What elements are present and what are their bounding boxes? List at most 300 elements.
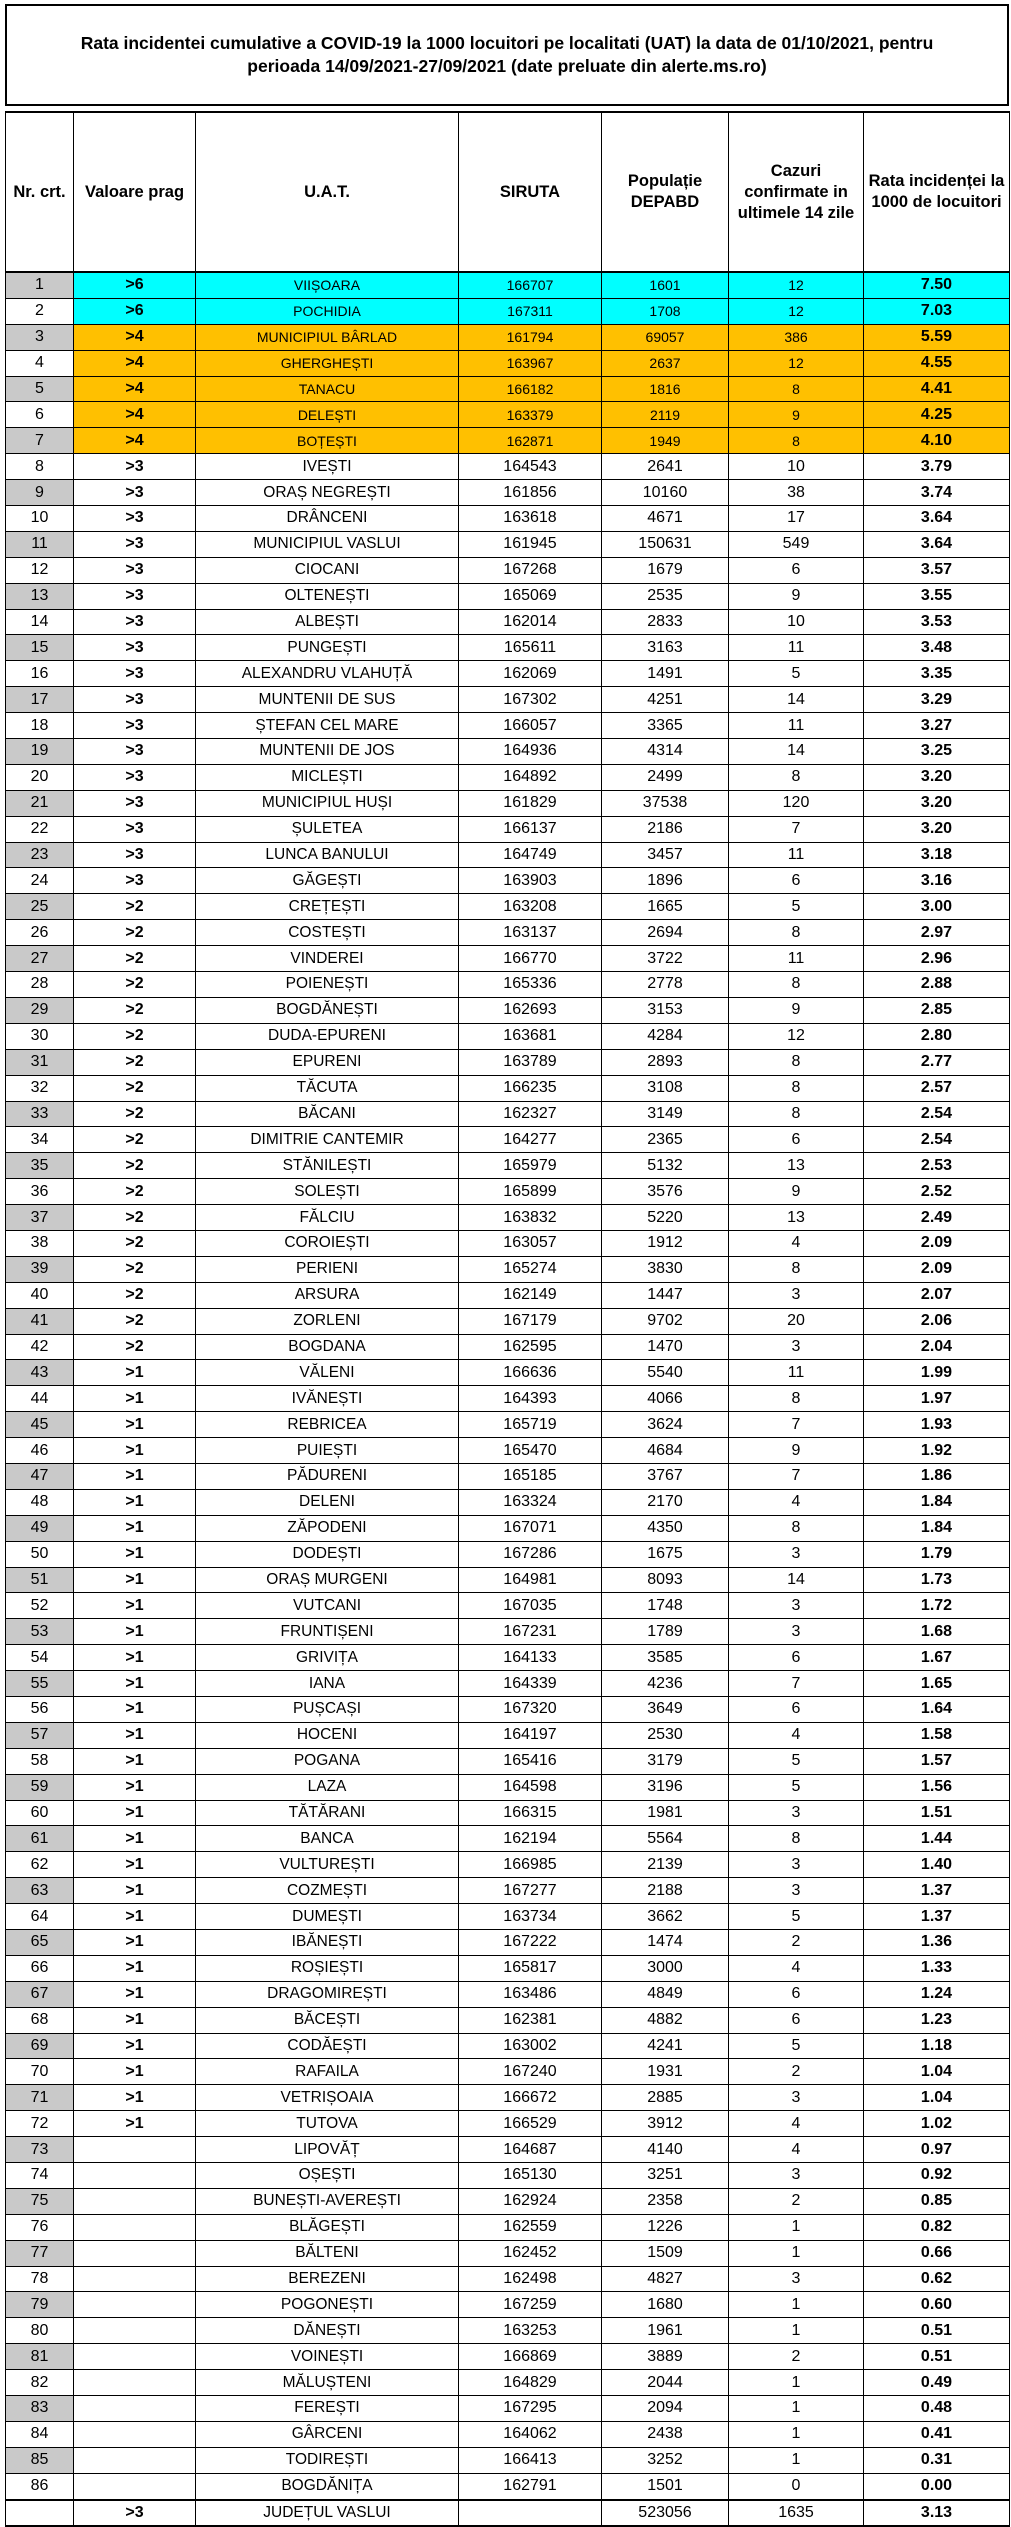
cell-uat: VOINEȘTI — [196, 2344, 459, 2370]
cell-nr: 41 — [6, 1308, 74, 1334]
table-row — [6, 583, 1010, 609]
table-row — [6, 1774, 1010, 1800]
cell-prag: >4 — [74, 428, 196, 454]
cell-rate: 1.72 — [864, 1593, 1010, 1619]
cell-prag: >1 — [74, 1386, 196, 1412]
cell-cases: 10 — [729, 609, 864, 635]
cell-siruta: 163379 — [459, 402, 602, 428]
cell-uat: BEREZENI — [196, 2266, 459, 2292]
table-row — [6, 2344, 1010, 2370]
cell-nr: 71 — [6, 2085, 74, 2111]
cell-nr: 49 — [6, 1515, 74, 1541]
total-cell-cases: 1635 — [729, 2500, 864, 2527]
cell-prag: >1 — [74, 1567, 196, 1593]
cell-pop: 1491 — [602, 661, 729, 687]
cell-pop: 2893 — [602, 1049, 729, 1075]
cell-pop: 2365 — [602, 1127, 729, 1153]
cell-nr: 80 — [6, 2318, 74, 2344]
cell-siruta: 164393 — [459, 1386, 602, 1412]
cell-pop: 1679 — [602, 557, 729, 583]
cell-cases: 3 — [729, 1541, 864, 1567]
cell-cases: 5 — [729, 894, 864, 920]
cell-prag: >1 — [74, 2059, 196, 2085]
cell-nr: 15 — [6, 635, 74, 661]
cell-cases: 4 — [729, 2137, 864, 2163]
cell-pop: 2358 — [602, 2188, 729, 2214]
table-row — [6, 1179, 1010, 1205]
cell-pop: 3179 — [602, 1748, 729, 1774]
cell-prag: >1 — [74, 1722, 196, 1748]
cell-uat: FĂLCIU — [196, 1205, 459, 1231]
cell-nr: 24 — [6, 868, 74, 894]
cell-siruta: 165719 — [459, 1412, 602, 1438]
cell-prag: >2 — [74, 946, 196, 972]
cell-uat: GÂRCENI — [196, 2421, 459, 2447]
cell-pop: 4241 — [602, 2033, 729, 2059]
cell-siruta: 163903 — [459, 868, 602, 894]
cell-siruta: 162498 — [459, 2266, 602, 2292]
cell-nr: 56 — [6, 1696, 74, 1722]
cell-pop: 1226 — [602, 2214, 729, 2240]
cell-siruta: 166869 — [459, 2344, 602, 2370]
cell-nr: 39 — [6, 1256, 74, 1282]
cell-cases: 1 — [729, 2396, 864, 2422]
table-row — [6, 272, 1010, 298]
header-nr: Nr. crt. — [6, 112, 74, 272]
table-row — [6, 1256, 1010, 1282]
cell-nr: 12 — [6, 557, 74, 583]
cell-cases: 8 — [729, 764, 864, 790]
table-row — [6, 1023, 1010, 1049]
cell-prag: >2 — [74, 1205, 196, 1231]
cell-rate: 0.85 — [864, 2188, 1010, 2214]
cell-prag: >3 — [74, 764, 196, 790]
cell-rate: 0.51 — [864, 2344, 1010, 2370]
cell-uat: POCHIDIA — [196, 298, 459, 324]
table-row — [6, 1205, 1010, 1231]
cell-nr: 51 — [6, 1567, 74, 1593]
cell-uat: RAFAILA — [196, 2059, 459, 2085]
cell-nr: 58 — [6, 1748, 74, 1774]
cell-cases: 5 — [729, 1748, 864, 1774]
cell-rate: 2.04 — [864, 1334, 1010, 1360]
cell-rate: 0.82 — [864, 2214, 1010, 2240]
cell-nr: 17 — [6, 687, 74, 713]
cell-nr: 84 — [6, 2421, 74, 2447]
cell-cases: 9 — [729, 1438, 864, 1464]
table-row — [6, 1541, 1010, 1567]
cell-siruta: 162327 — [459, 1101, 602, 1127]
cell-cases: 386 — [729, 324, 864, 350]
cell-pop: 3108 — [602, 1075, 729, 1101]
cell-siruta: 167179 — [459, 1308, 602, 1334]
cell-rate: 3.18 — [864, 842, 1010, 868]
document-title — [5, 4, 1009, 106]
table-row — [6, 402, 1010, 428]
cell-rate: 1.73 — [864, 1567, 1010, 1593]
cell-cases: 8 — [729, 1101, 864, 1127]
cell-nr: 73 — [6, 2137, 74, 2163]
cell-pop: 4882 — [602, 2007, 729, 2033]
table-row — [6, 790, 1010, 816]
cell-nr: 82 — [6, 2370, 74, 2396]
cell-pop: 3576 — [602, 1179, 729, 1205]
cell-nr: 66 — [6, 1955, 74, 1981]
cell-cases: 17 — [729, 506, 864, 532]
table-row — [6, 2292, 1010, 2318]
cell-rate: 2.54 — [864, 1101, 1010, 1127]
cell-prag — [74, 2214, 196, 2240]
cell-cases: 12 — [729, 1023, 864, 1049]
cell-rate: 1.23 — [864, 2007, 1010, 2033]
total-cell-siruta — [459, 2500, 602, 2527]
cell-rate: 1.24 — [864, 1981, 1010, 2007]
cell-cases: 8 — [729, 1386, 864, 1412]
cell-prag: >1 — [74, 2007, 196, 2033]
cell-uat: TĂTĂRANI — [196, 1800, 459, 1826]
cell-rate: 3.79 — [864, 454, 1010, 480]
table-row — [6, 1463, 1010, 1489]
cell-cases: 11 — [729, 1360, 864, 1386]
table-row — [6, 1049, 1010, 1075]
cell-cases: 7 — [729, 1671, 864, 1697]
cell-nr: 70 — [6, 2059, 74, 2085]
cell-uat: OLTENEȘTI — [196, 583, 459, 609]
table-row — [6, 687, 1010, 713]
cell-cases: 9 — [729, 583, 864, 609]
cell-cases: 38 — [729, 480, 864, 506]
cell-rate: 3.00 — [864, 894, 1010, 920]
cell-uat: PUȘCAȘI — [196, 1696, 459, 1722]
cell-pop: 1949 — [602, 428, 729, 454]
cell-siruta: 165611 — [459, 635, 602, 661]
cell-uat: ZĂPODENI — [196, 1515, 459, 1541]
total-cell-pop: 523056 — [602, 2500, 729, 2527]
cell-nr: 53 — [6, 1619, 74, 1645]
cell-pop: 4284 — [602, 1023, 729, 1049]
cell-prag: >3 — [74, 739, 196, 765]
cell-siruta: 165899 — [459, 1179, 602, 1205]
table-row — [6, 1515, 1010, 1541]
cell-cases: 14 — [729, 1567, 864, 1593]
cell-rate: 2.07 — [864, 1282, 1010, 1308]
cell-pop: 5132 — [602, 1153, 729, 1179]
cell-pop: 5220 — [602, 1205, 729, 1231]
table-row — [6, 480, 1010, 506]
table-row — [6, 2240, 1010, 2266]
cell-nr: 85 — [6, 2447, 74, 2473]
cell-siruta: 167231 — [459, 1619, 602, 1645]
cell-prag: >1 — [74, 1412, 196, 1438]
cell-cases: 1 — [729, 2318, 864, 2344]
cell-uat: ȘTEFAN CEL MARE — [196, 713, 459, 739]
document-sheet — [5, 4, 1009, 2527]
cell-uat: PERIENI — [196, 1256, 459, 1282]
cell-rate: 2.06 — [864, 1308, 1010, 1334]
cell-uat: POGANA — [196, 1748, 459, 1774]
cell-uat: DODEȘTI — [196, 1541, 459, 1567]
table-row — [6, 2473, 1010, 2499]
cell-prag: >3 — [74, 661, 196, 687]
cell-rate: 3.29 — [864, 687, 1010, 713]
cell-uat: ORAȘ MURGENI — [196, 1567, 459, 1593]
cell-pop: 3149 — [602, 1101, 729, 1127]
cell-prag: >2 — [74, 997, 196, 1023]
table-row — [6, 2318, 1010, 2344]
cell-uat: IBĂNEȘTI — [196, 1930, 459, 1956]
table-row — [6, 2059, 1010, 2085]
cell-rate: 3.16 — [864, 868, 1010, 894]
table-body — [6, 272, 1010, 2526]
cell-prag: >1 — [74, 1463, 196, 1489]
cell-nr: 25 — [6, 894, 74, 920]
cell-rate: 0.31 — [864, 2447, 1010, 2473]
cell-nr: 22 — [6, 816, 74, 842]
cell-nr: 34 — [6, 1127, 74, 1153]
cell-nr: 47 — [6, 1463, 74, 1489]
cell-pop: 1912 — [602, 1230, 729, 1256]
cell-pop: 1896 — [602, 868, 729, 894]
cell-siruta: 164936 — [459, 739, 602, 765]
cell-cases: 4 — [729, 1230, 864, 1256]
cell-prag: >3 — [74, 635, 196, 661]
cell-pop: 4251 — [602, 687, 729, 713]
cell-pop: 9702 — [602, 1308, 729, 1334]
cell-cases: 20 — [729, 1308, 864, 1334]
cell-siruta: 166985 — [459, 1852, 602, 1878]
cell-siruta: 167302 — [459, 687, 602, 713]
cell-rate: 0.62 — [864, 2266, 1010, 2292]
cell-siruta: 167240 — [459, 2059, 602, 2085]
cell-cases: 1 — [729, 2240, 864, 2266]
cell-uat: TĂCUTA — [196, 1075, 459, 1101]
cell-cases: 5 — [729, 1774, 864, 1800]
cell-siruta: 165274 — [459, 1256, 602, 1282]
cell-rate: 3.20 — [864, 764, 1010, 790]
cell-uat: DRAGOMIREȘTI — [196, 1981, 459, 2007]
table-row — [6, 2396, 1010, 2422]
table-row — [6, 2033, 1010, 2059]
table-row — [6, 1645, 1010, 1671]
cell-nr: 5 — [6, 376, 74, 402]
cell-uat: BOȚEȘTI — [196, 428, 459, 454]
cell-rate: 1.56 — [864, 1774, 1010, 1800]
cell-siruta: 167222 — [459, 1930, 602, 1956]
cell-prag: >1 — [74, 1515, 196, 1541]
cell-cases: 6 — [729, 1645, 864, 1671]
cell-rate: 3.20 — [864, 790, 1010, 816]
cell-uat: VINDEREI — [196, 946, 459, 972]
cell-uat: ORAȘ NEGREȘTI — [196, 480, 459, 506]
cell-cases: 13 — [729, 1153, 864, 1179]
cell-pop: 2094 — [602, 2396, 729, 2422]
cell-rate: 0.92 — [864, 2163, 1010, 2189]
cell-rate: 1.58 — [864, 1722, 1010, 1748]
cell-cases: 14 — [729, 687, 864, 713]
cell-siruta: 163618 — [459, 506, 602, 532]
cell-pop: 69057 — [602, 324, 729, 350]
cell-pop: 3457 — [602, 842, 729, 868]
cell-cases: 2 — [729, 1930, 864, 1956]
total-cell-rate: 3.13 — [864, 2500, 1010, 2527]
cell-uat: ALBEȘTI — [196, 609, 459, 635]
cell-nr: 11 — [6, 531, 74, 557]
cell-rate: 1.04 — [864, 2085, 1010, 2111]
cell-prag: >1 — [74, 1696, 196, 1722]
cell-prag: >4 — [74, 402, 196, 428]
cell-siruta: 164543 — [459, 454, 602, 480]
cell-rate: 2.09 — [864, 1230, 1010, 1256]
cell-nr: 50 — [6, 1541, 74, 1567]
cell-uat: CIOCANI — [196, 557, 459, 583]
cell-cases: 549 — [729, 531, 864, 557]
cell-nr: 52 — [6, 1593, 74, 1619]
table-row — [6, 1904, 1010, 1930]
cell-nr: 21 — [6, 790, 74, 816]
cell-pop: 2641 — [602, 454, 729, 480]
cell-rate: 3.74 — [864, 480, 1010, 506]
cell-siruta: 165130 — [459, 2163, 602, 2189]
cell-uat: TANACU — [196, 376, 459, 402]
cell-nr: 68 — [6, 2007, 74, 2033]
cell-cases: 8 — [729, 1049, 864, 1075]
table-row — [6, 1438, 1010, 1464]
cell-siruta: 165470 — [459, 1438, 602, 1464]
table-row — [6, 816, 1010, 842]
cell-siruta: 166529 — [459, 2111, 602, 2137]
table-row — [6, 868, 1010, 894]
cell-pop: 1816 — [602, 376, 729, 402]
cell-nr: 61 — [6, 1826, 74, 1852]
cell-prag: >1 — [74, 1955, 196, 1981]
cell-cases: 3 — [729, 2085, 864, 2111]
cell-pop: 2186 — [602, 816, 729, 842]
cell-pop: 3912 — [602, 2111, 729, 2137]
title-line-1: Rata incidentei cumulative a COVID-19 la 1000 locuitori pe localitati (UAT) la data de 01/10/2021, pentru — [80, 33, 934, 53]
cell-prag: >2 — [74, 1334, 196, 1360]
table-row — [6, 1282, 1010, 1308]
cell-prag — [74, 2396, 196, 2422]
cell-pop: 1675 — [602, 1541, 729, 1567]
cell-pop: 1708 — [602, 298, 729, 324]
cell-uat: BĂCEȘTI — [196, 2007, 459, 2033]
cell-siruta: 164892 — [459, 764, 602, 790]
table-row — [6, 1386, 1010, 1412]
total-cell-uat: JUDEȚUL VASLUI — [196, 2500, 459, 2527]
cell-cases: 2 — [729, 2059, 864, 2085]
cell-nr: 72 — [6, 2111, 74, 2137]
cell-rate: 1.36 — [864, 1930, 1010, 1956]
cell-nr: 57 — [6, 1722, 74, 1748]
cell-uat: SOLEȘTI — [196, 1179, 459, 1205]
table-row — [6, 842, 1010, 868]
cell-prag: >2 — [74, 1230, 196, 1256]
cell-nr: 69 — [6, 2033, 74, 2059]
cell-prag — [74, 2137, 196, 2163]
cell-pop: 2530 — [602, 1722, 729, 1748]
table-row — [6, 454, 1010, 480]
cell-nr: 46 — [6, 1438, 74, 1464]
cell-prag: >3 — [74, 557, 196, 583]
cell-prag: >3 — [74, 583, 196, 609]
cell-prag — [74, 2188, 196, 2214]
cell-siruta: 165979 — [459, 1153, 602, 1179]
cell-prag: >3 — [74, 842, 196, 868]
cell-pop: 2833 — [602, 609, 729, 635]
table-row — [6, 1826, 1010, 1852]
cell-siruta: 163681 — [459, 1023, 602, 1049]
cell-pop: 4140 — [602, 2137, 729, 2163]
cell-uat: POIENEȘTI — [196, 972, 459, 998]
cell-prag: >1 — [74, 1748, 196, 1774]
cell-nr: 32 — [6, 1075, 74, 1101]
cell-siruta: 163208 — [459, 894, 602, 920]
cell-rate: 2.77 — [864, 1049, 1010, 1075]
title-line-2: perioada 14/09/2021-27/09/2021 (date preluate din alerte.ms.ro) — [247, 56, 767, 76]
cell-siruta: 163253 — [459, 2318, 602, 2344]
cell-uat: ZORLENI — [196, 1308, 459, 1334]
cell-rate: 2.52 — [864, 1179, 1010, 1205]
cell-siruta: 162559 — [459, 2214, 602, 2240]
cell-prag: >1 — [74, 1800, 196, 1826]
cell-siruta: 162693 — [459, 997, 602, 1023]
cell-siruta: 162014 — [459, 609, 602, 635]
cell-uat: MUNICIPIUL VASLUI — [196, 531, 459, 557]
cell-prag: >6 — [74, 272, 196, 298]
cell-pop: 1961 — [602, 2318, 729, 2344]
cell-rate: 1.51 — [864, 1800, 1010, 1826]
cell-nr: 76 — [6, 2214, 74, 2240]
cell-rate: 1.67 — [864, 1645, 1010, 1671]
cell-rate: 2.54 — [864, 1127, 1010, 1153]
table-row — [6, 350, 1010, 376]
cell-siruta: 167311 — [459, 298, 602, 324]
cell-pop: 3767 — [602, 1463, 729, 1489]
cell-rate: 0.49 — [864, 2370, 1010, 2396]
cell-prag: >1 — [74, 1904, 196, 1930]
table-row — [6, 2111, 1010, 2137]
cell-prag: >3 — [74, 790, 196, 816]
cell-siruta: 167320 — [459, 1696, 602, 1722]
cell-nr: 45 — [6, 1412, 74, 1438]
cell-pop: 2535 — [602, 583, 729, 609]
cell-siruta: 162381 — [459, 2007, 602, 2033]
cell-uat: BLĂGEȘTI — [196, 2214, 459, 2240]
cell-siruta: 163324 — [459, 1489, 602, 1515]
cell-rate: 3.25 — [864, 739, 1010, 765]
cell-prag: >1 — [74, 1438, 196, 1464]
cell-pop: 1447 — [602, 1282, 729, 1308]
cell-prag — [74, 2447, 196, 2473]
cell-uat: HOCENI — [196, 1722, 459, 1748]
cell-prag: >3 — [74, 480, 196, 506]
cell-nr: 10 — [6, 506, 74, 532]
cell-pop: 2778 — [602, 972, 729, 998]
cell-prag: >3 — [74, 816, 196, 842]
cell-uat: CODĂEȘTI — [196, 2033, 459, 2059]
cell-uat: DELEȘTI — [196, 402, 459, 428]
cell-nr: 1 — [6, 272, 74, 298]
cell-uat: ROȘIEȘTI — [196, 1955, 459, 1981]
cell-cases: 8 — [729, 1256, 864, 1282]
cell-rate: 1.37 — [864, 1878, 1010, 1904]
cell-uat: GĂGEȘTI — [196, 868, 459, 894]
cell-nr: 75 — [6, 2188, 74, 2214]
cell-cases: 6 — [729, 1981, 864, 2007]
table-row — [6, 1101, 1010, 1127]
cell-nr: 33 — [6, 1101, 74, 1127]
table-row — [6, 1800, 1010, 1826]
